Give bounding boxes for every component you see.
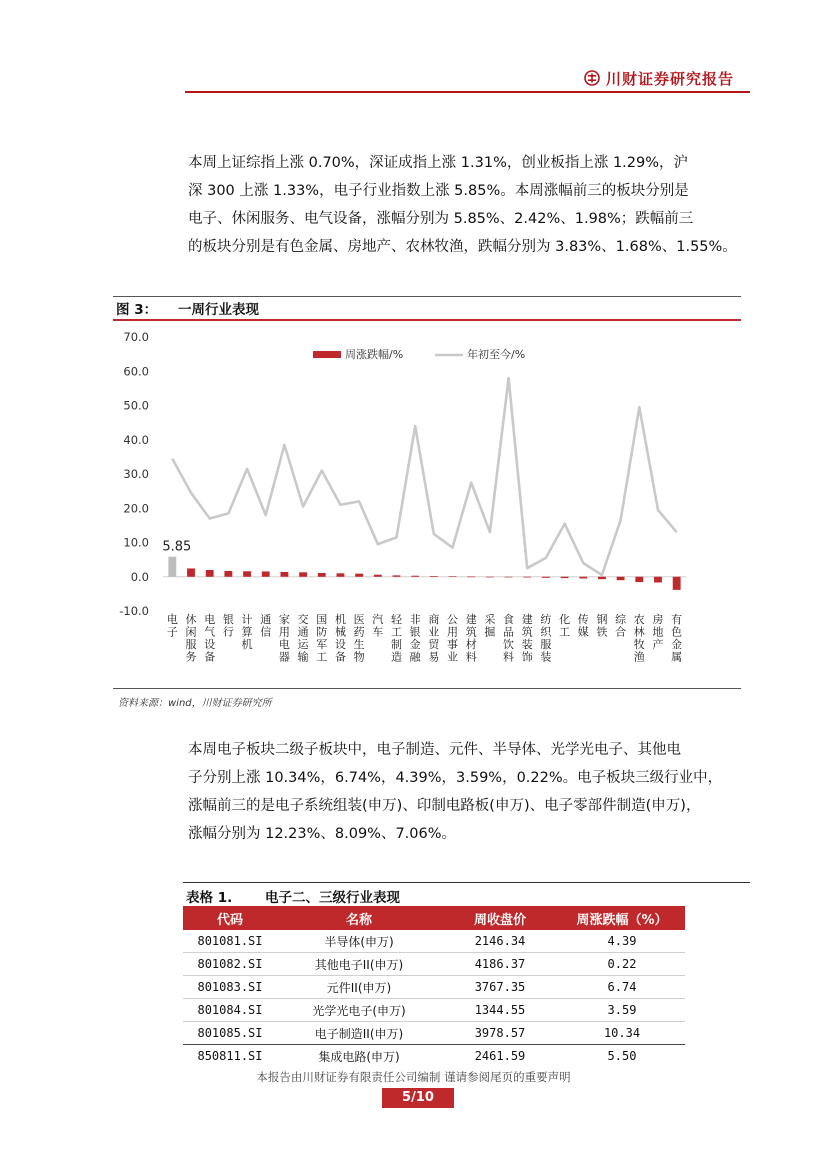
- x-category-label: 国防军工: [316, 613, 328, 664]
- electronics-subsector-paragraph: [188, 736, 750, 848]
- figure-title: [116, 298, 259, 318]
- table-number: 表格 1.: [186, 890, 233, 906]
- x-category-label: 电气设备: [204, 613, 216, 664]
- x-category-label: 房地产: [652, 613, 664, 651]
- cell-change: 0.22: [559, 953, 685, 976]
- bar-weekly-change: [449, 576, 457, 577]
- legend-swatch-weekly: [313, 351, 341, 358]
- column-header-name: 名称: [277, 906, 441, 930]
- x-category-label: 传媒: [577, 613, 589, 639]
- electronics-industry-table: [183, 906, 685, 1067]
- bar-weekly-change: [299, 572, 307, 576]
- bar-weekly-change: [486, 577, 494, 578]
- cell-change: 10.34: [559, 1022, 685, 1045]
- market-summary-paragraph: [188, 149, 750, 261]
- cell-code: 801085.SI: [183, 1022, 277, 1045]
- cell-name: 元件II(申万): [277, 976, 441, 999]
- cell-change: 5.50: [607, 1049, 637, 1063]
- cell-code: 801083.SI: [183, 976, 277, 999]
- column-header-code: 代码: [183, 906, 277, 930]
- y-tick-label: 40.0: [123, 432, 149, 447]
- y-tick-label: 10.0: [123, 535, 149, 550]
- cell-close: 2461.59: [474, 1049, 526, 1063]
- x-category-label: 化工: [559, 613, 571, 639]
- x-category-label: 有色金属: [671, 613, 683, 664]
- x-category-label: 钢铁: [596, 613, 608, 639]
- paragraph-line: 子分别上涨 10.34%，6.74%，4.39%，3.59%，0.22%。电子板块三级行业中，: [188, 770, 723, 786]
- bar-weekly-change: [393, 575, 401, 576]
- y-tick-label: -10.0: [119, 604, 149, 618]
- x-category-label: 综合: [615, 613, 627, 639]
- data-label-electronics: 5.85: [162, 539, 192, 555]
- page-number: 5/10: [382, 1088, 454, 1108]
- bar-weekly-change: [430, 576, 438, 577]
- bar-weekly-change: [318, 573, 326, 577]
- bar-weekly-change: [523, 577, 531, 578]
- cell-change: 4.39: [559, 930, 685, 953]
- bar-weekly-change: [355, 574, 363, 577]
- x-category-label: 商业贸易: [428, 613, 440, 664]
- legend-label-weekly: 周涨跌幅/%: [345, 348, 404, 361]
- x-category-label: 通信: [260, 613, 272, 639]
- table-row: [183, 976, 685, 999]
- bar-weekly-change: [337, 573, 345, 576]
- cell-name: 电子制造II(申万): [277, 1022, 441, 1045]
- cell-name: 半导体(申万): [277, 930, 441, 953]
- paragraph-line: 的板块分别是有色金属、房地产、农林牧渔，跌幅分别为 3.83%、1.68%、1.55%。: [188, 239, 737, 255]
- paragraph-line: 涨幅分别为 12.23%、8.09%、7.06%。: [188, 826, 457, 842]
- cell-code: 801084.SI: [183, 999, 277, 1022]
- chuancai-logo-icon: [584, 70, 600, 86]
- x-category-label: 非银金融: [409, 613, 421, 664]
- cell-close: 3767.35: [441, 976, 559, 999]
- y-tick-label: 50.0: [123, 398, 149, 413]
- table-top-rule: [183, 882, 750, 883]
- x-category-label: 采掘: [484, 613, 496, 639]
- bar-weekly-change: [561, 577, 569, 578]
- column-header-close: 周收盘价: [441, 906, 559, 930]
- x-category-label: 食品饮料: [503, 613, 515, 664]
- cell-code: 801082.SI: [183, 953, 277, 976]
- y-tick-label: 30.0: [123, 467, 149, 481]
- table-title: [186, 886, 400, 906]
- x-category-label: 建筑材料: [465, 613, 477, 664]
- x-category-label: 银行: [222, 613, 234, 639]
- bar-weekly-change: [411, 576, 419, 577]
- bar-weekly-change: [579, 577, 587, 579]
- paragraph-line: 电子、休闲服务、电气设备，涨幅分别为 5.85%、2.42%、1.98%；跌幅前三: [188, 211, 694, 227]
- legend-label-ytd: 年初至今/%: [467, 348, 526, 361]
- x-category-label: 轻工制造: [390, 613, 402, 664]
- table-row: [183, 1022, 685, 1045]
- bar-weekly-change: [206, 570, 214, 577]
- table-row: [183, 930, 685, 953]
- x-category-label: 纺织服装: [540, 613, 552, 664]
- figure-bottom-rule: [113, 688, 741, 689]
- bar-weekly-change: [598, 577, 606, 579]
- table-caption: 电子二、三级行业表现: [265, 890, 400, 906]
- bar-weekly-change: [280, 572, 288, 577]
- y-tick-label: 0.0: [130, 569, 149, 584]
- cell-close: 4186.37: [441, 953, 559, 976]
- bar-weekly-change: [168, 557, 176, 577]
- footer-disclaimer: 本报告由川财证券有限责任公司编制 谨请参阅尾页的重要声明: [256, 1070, 571, 1084]
- bar-weekly-change: [635, 577, 643, 582]
- table-row: [183, 953, 685, 976]
- cell-code: 801081.SI: [183, 930, 277, 953]
- bar-weekly-change: [617, 577, 625, 580]
- bar-weekly-change: [542, 577, 550, 578]
- y-tick-label: 60.0: [123, 364, 149, 379]
- cell-close: 3978.57: [441, 1022, 559, 1045]
- x-category-label: 医药生物: [353, 613, 365, 664]
- x-category-label: 汽车: [372, 613, 384, 639]
- bar-weekly-change: [654, 577, 662, 583]
- column-header-change: 周涨跌幅（%）: [559, 906, 685, 930]
- cell-change: 6.74: [559, 976, 685, 999]
- bar-weekly-change: [262, 571, 270, 576]
- cell-name: 光学光电子(申万): [277, 999, 441, 1022]
- cell-name: 其他电子II(申万): [277, 953, 441, 976]
- table-header-row: [183, 906, 685, 930]
- header-rule: [185, 91, 750, 93]
- bar-weekly-change: [505, 577, 513, 578]
- x-category-label: 农林牧渔: [633, 613, 645, 664]
- paragraph-line: 本周上证综指上涨 0.70%，深证成指上涨 1.31%，创业板指上涨 1.29%，沪: [188, 155, 689, 171]
- paragraph-line: 本周电子板块二级子板块中，电子制造、元件、半导体、光学光电子、其他电: [188, 742, 681, 758]
- paragraph-line: 深 300 上涨 1.33%，电子行业指数上涨 5.85%。本周涨幅前三的板块分别是: [188, 183, 689, 199]
- x-category-label: 公用事业: [447, 613, 459, 664]
- x-category-label: 建筑装饰: [521, 613, 533, 664]
- bar-weekly-change: [187, 568, 195, 576]
- y-tick-label: 20.0: [123, 501, 149, 516]
- figure-source: 资料来源：wind，川财证券研究所: [118, 698, 272, 709]
- cell-change: 3.59: [559, 999, 685, 1022]
- x-category-label: 家用电器: [278, 613, 290, 664]
- cell-close: 2146.34: [441, 930, 559, 953]
- y-tick-label: 70.0: [123, 330, 149, 344]
- cell-close: 1344.55: [441, 999, 559, 1022]
- line-ytd-change: [172, 378, 676, 575]
- bar-weekly-change: [374, 575, 382, 577]
- weekly-industry-chart: [113, 323, 741, 685]
- table-row: [183, 1045, 685, 1068]
- x-category-label: 休闲服务: [185, 613, 197, 664]
- figure-caption: 一周行业表现: [178, 302, 259, 318]
- x-category-label: 计算机: [241, 613, 253, 651]
- bar-weekly-change: [673, 577, 681, 590]
- figure-title-rule: [113, 319, 741, 321]
- x-category-label: 交通运输: [297, 613, 309, 664]
- bar-weekly-change: [467, 577, 475, 578]
- x-category-label: 机械设备: [334, 613, 346, 664]
- cell-name: 集成电路(申万): [318, 1049, 400, 1064]
- bar-weekly-change: [224, 571, 232, 577]
- cell-code: 850811.SI: [197, 1049, 263, 1063]
- paragraph-line: 涨幅前三的是电子系统组装(申万)、印制电路板(申万)、电子零部件制造(申万)，: [188, 798, 701, 814]
- table-row: [183, 999, 685, 1022]
- x-category-label: 电子: [166, 613, 178, 639]
- bar-weekly-change: [243, 571, 251, 576]
- figure-number: 图 3：: [116, 302, 158, 318]
- report-brand-title: 川财证券研究报告: [606, 70, 735, 88]
- figure-top-rule: [113, 296, 741, 297]
